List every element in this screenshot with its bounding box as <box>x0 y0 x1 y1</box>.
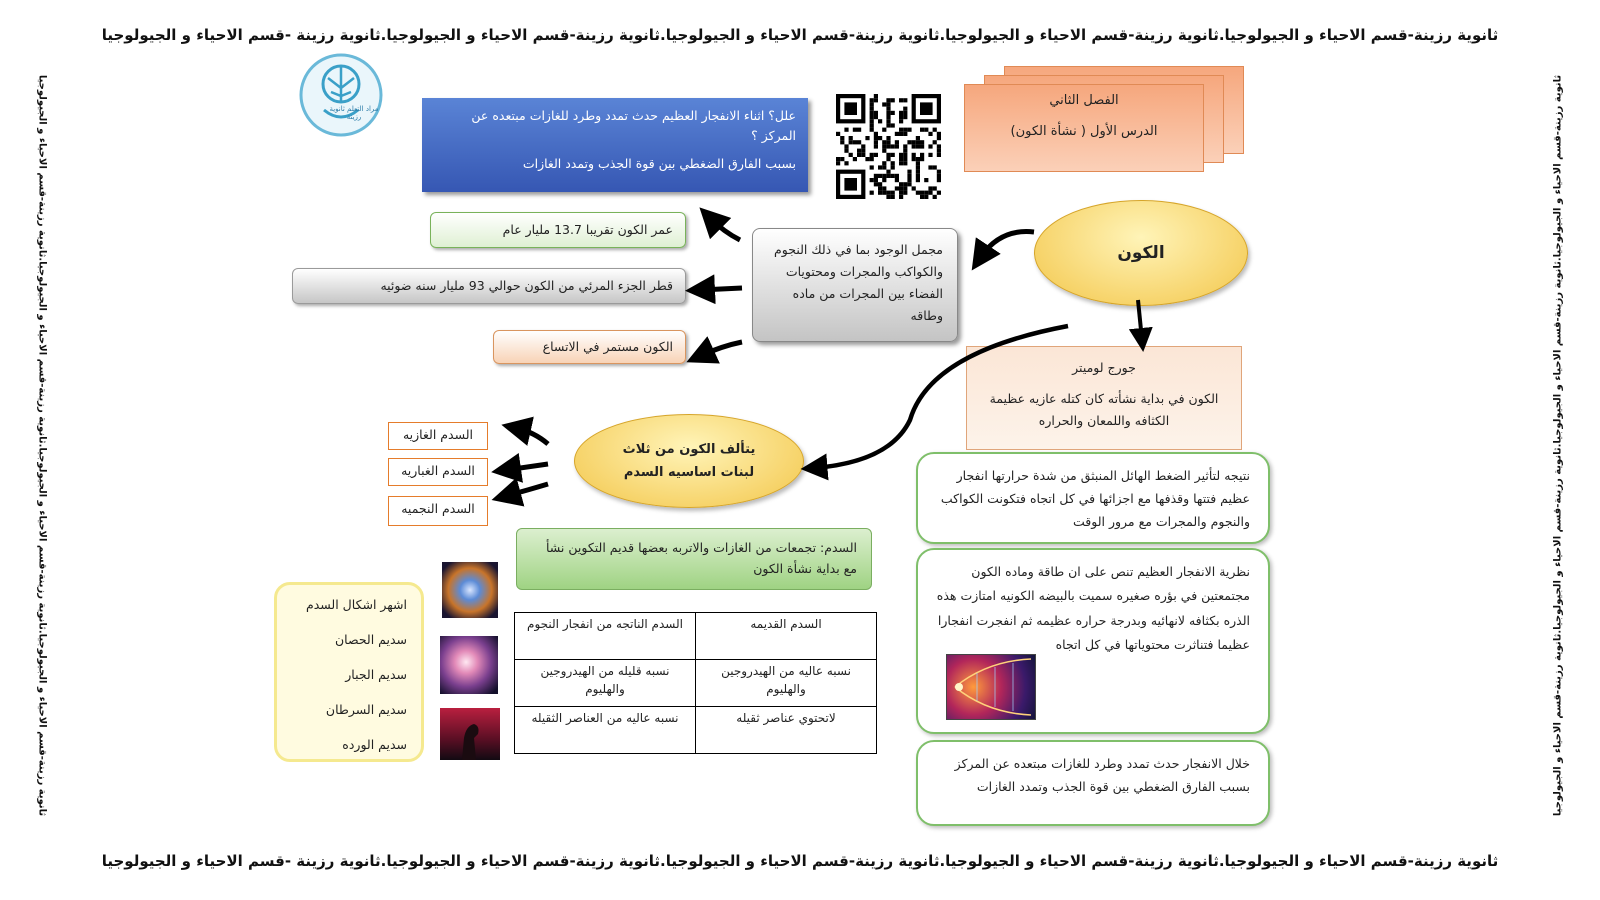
bigbang-diagram-icon <box>947 655 1035 719</box>
arrow-definition-to-age <box>710 218 740 240</box>
arrow-nebula-to-dust <box>506 464 548 470</box>
table-cell: نسبه قليله من الهيدروجين والهليوم <box>515 660 696 707</box>
orion-nebula-image <box>440 636 498 694</box>
table-header: السدم الناتجه من انفجار النجوم <box>515 613 696 660</box>
question-text: علل؟ اثناء الانفجار العظيم حدث تمدد وطرد للغازات مبتعده عن المركز ؟ <box>471 108 796 143</box>
arrow-definition-to-expansion <box>700 342 742 356</box>
table-cell: نسبه عاليه من العناصر الثقيله <box>515 707 696 754</box>
comparison-table <box>514 612 877 754</box>
crab-nebula-image <box>442 562 498 618</box>
arrow-nebula-to-stellar <box>506 484 548 496</box>
right-banner: ثانوية رزينة-قسم الاحياء و الجيولوجيا.ثانوية رزينة-قسم الاحياء و الجيولوجيا.ثانوية رزينة-قسم الاحياء و الجيولوجيا.ثانوية رزينة-قسم الاحياء و الجيولوجيا <box>1552 74 1564 817</box>
top-banner: ثانوية رزينة-قسم الاحياء و الجيولوجيا.ثانوية رزينة-قسم الاحياء و الجيولوجيا.ثانوية رزينة-قسم الاحياء و الجيولوجيا.ثانوية رزينة-قسم الاحياء و الجيولوجيا.ثانوية رزينة -قسم الاحياء و الجيولوجيا <box>101 26 1499 44</box>
question-box <box>422 98 808 192</box>
famous-item: سديم الحصان <box>335 632 407 647</box>
arrow-definition-to-diameter <box>700 288 742 290</box>
table-row <box>515 660 877 707</box>
brain-tree-icon <box>298 52 384 138</box>
result-box: نتيجه لتأثير الضغط الهائل المنبثق من شدة حرارتها انفجار عظيم فتتها وقذفها مع اجزائها في كل اتجاه فتكونت الكواكب والنجوم والمجرات مع مرور الوقت <box>916 452 1270 544</box>
definition-box: مجمل الوجود بما في ذلك النجوم والكواكب والمجرات ومحتويات الفضاء بين المجرات من ماده وطاقه <box>752 228 958 342</box>
bigbang-text: نظرية الانفجار العظيم تنص على ان طاقة وماده الكون مجتمعتين في بؤره صغيره سميت بالبيضه الكونيه امتازت هذه الذره بكثافه لانهائيه وبدرجة حراره عظيمه ثم انفجرت انفجارا عظيما فتناثرت محتوياتها في كل اتجاه <box>936 564 1250 653</box>
arrow-universe-to-lemaitre <box>1138 300 1142 340</box>
nebula-type-stellar: السدم النجميه <box>388 496 488 526</box>
logo-text: مراد التعلم ثانوية رزينة <box>329 105 379 121</box>
chapter-tag <box>964 84 1204 172</box>
universe-ellipse: الكون <box>1034 200 1248 306</box>
left-banner: ثانوية رزينة-قسم الاحياء و الجيولوجيا.ثانوية رزينة-قسم الاحياء و الجيولوجيا.ثانوية رزينة-قسم الاحياء و الجيولوجيا.ثانوية رزينة-قسم الاحياء و الجيولوجيا <box>36 74 48 817</box>
fact-expansion: الكون مستمر في الاتساع <box>493 330 686 364</box>
fact-diameter: قطر الجزء المرئي من الكون حوالي 93 مليار سنه ضوئيه <box>292 268 686 304</box>
famous-title: اشهر اشكال السدم <box>305 597 407 612</box>
nebula-ellipse: يتألف الكون من ثلاث لبنات اساسيه السدم <box>574 414 804 508</box>
bottom-banner: ثانوية رزينة-قسم الاحياء و الجيولوجيا.ثانوية رزينة-قسم الاحياء و الجيولوجيا.ثانوية رزينة-قسم الاحياء و الجيولوجيا.ثانوية رزينة-قسم الاحياء و الجيولوجيا.ثانوية رزينة -قسم الاحياء و الجيولوجيا <box>101 852 1499 870</box>
question-answer: بسبب الفارق الضغطي بين قوة الجذب وتمدد الغازات <box>522 156 796 171</box>
horsehead-nebula-image <box>440 708 500 760</box>
famous-item: سديم الورده <box>342 737 407 752</box>
bigbang-image <box>946 654 1036 720</box>
expansion-box: خلال الانفجار حدث تمدد وطرد للغازات مبتعده عن المركز بسبب الفارق الضغطي بين قوة الجذب وتمدد الغازات <box>916 740 1270 826</box>
table-cell: نسبه عاليه من الهيدروجين والهليوم <box>696 660 877 707</box>
famous-nebulae-list <box>274 582 424 762</box>
chapter-title: الفصل الثاني <box>1049 93 1119 108</box>
nebula-type-dust: السدم الغباريه <box>388 458 488 486</box>
table-cell: لاتحتوي عناصر ثقيله <box>696 707 877 754</box>
table-row <box>515 707 877 754</box>
table-header: السدم القديمه <box>696 613 877 660</box>
famous-item: سديم الجبار <box>345 667 407 682</box>
lemaitre-box <box>966 346 1242 450</box>
horsehead-icon <box>440 708 500 760</box>
qr-code[interactable] <box>836 94 946 202</box>
nebula-type-gas: السدم الغازيه <box>388 422 488 450</box>
famous-item: سديم السرطان <box>325 702 407 717</box>
nebula-definition: السدم: تجمعات من الغازات والاتربه بعضها قديم التكوين نشأ مع بداية نشأة الكون <box>516 528 872 590</box>
qr-code-icon <box>836 94 946 202</box>
lemaitre-text: الكون في بداية نشأته كان كتله عازيه عظيمة الكثافه واللمعان والحراره <box>989 391 1219 428</box>
lesson-title: الدرس الأول ( نشأة الكون) <box>1010 124 1158 139</box>
arrow-universe-to-definition <box>980 232 1034 258</box>
school-logo <box>298 52 384 138</box>
fact-age: عمر الكون تقريبا 13.7 مليار عام <box>430 212 686 248</box>
lemaitre-name: جورج لوميتر <box>1072 360 1136 375</box>
arrow-nebula-to-gas <box>516 428 548 444</box>
table-header-row <box>515 613 877 660</box>
